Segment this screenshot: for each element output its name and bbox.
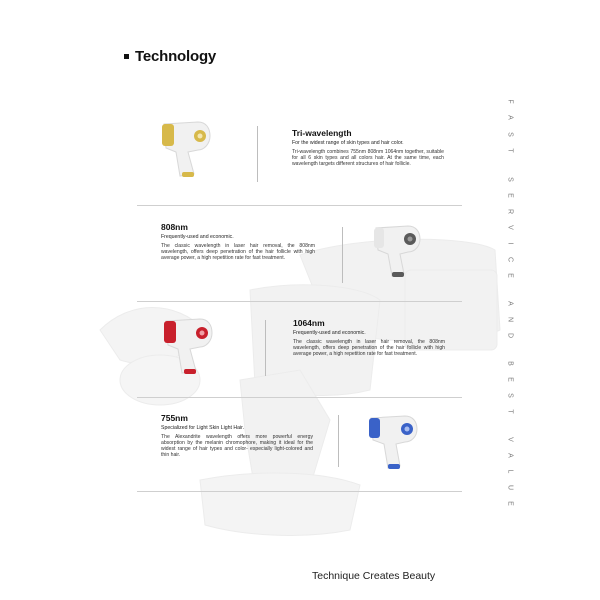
heading-text: Technology xyxy=(135,48,217,65)
section-heading xyxy=(124,48,216,65)
section-subtitle: Specialized for Light Skin Light Hair. xyxy=(161,425,245,431)
side-letter: S xyxy=(506,177,514,182)
side-letter: R xyxy=(506,208,514,215)
side-letter: T xyxy=(506,409,514,414)
gold-handpiece-icon xyxy=(158,118,216,180)
side-letter: N xyxy=(506,316,514,323)
divider xyxy=(137,397,462,398)
side-letter: I xyxy=(506,242,514,245)
footer-tagline: Technique Creates Beauty xyxy=(312,570,436,582)
section-1064nm xyxy=(293,318,445,357)
side-letter: U xyxy=(506,484,514,491)
vertical-divider xyxy=(257,126,258,182)
gray-handpiece-icon xyxy=(372,222,424,280)
section-subtitle: Frequently-used and economic. xyxy=(293,330,366,336)
red-handpiece-icon xyxy=(160,315,216,377)
side-letter: E xyxy=(506,273,514,278)
section-subtitle: For the widest range of skin types and hair color. xyxy=(292,140,404,146)
side-letter: C xyxy=(506,256,514,263)
bullet-square-icon xyxy=(124,54,129,59)
vertical-divider xyxy=(342,227,343,283)
side-letter: V xyxy=(506,437,514,442)
side-letter: T xyxy=(506,148,514,153)
section-description: The Alexandrite wavelength offers more powerful energy absorption by the melanin chromophore, making it ideal for the widest range of hair types and color- especially light-colored and thin hair. xyxy=(161,434,313,458)
divider xyxy=(137,491,462,492)
side-letter: D xyxy=(506,332,514,339)
section-subtitle: Frequently-used and economic. xyxy=(161,234,234,240)
divider xyxy=(137,301,462,302)
side-letter: E xyxy=(506,377,514,382)
section-title: Tri-wavelength xyxy=(292,128,352,138)
section-description: The classic wavelength in laser hair removal, the 808nm wavelength, offers deep penetration of the hair follicle with high average power, a high repetition rate for fast treatment. xyxy=(161,243,315,261)
side-letter: S xyxy=(506,393,514,398)
side-letter: B xyxy=(506,361,514,366)
section-description: Tri-wavelength combines 755nm 808nm 1064nm together, suitable for all 6 skin types and all colors hair. At the same time, each wavelength targets different structures of hair follicle. xyxy=(292,149,444,167)
side-letter: F xyxy=(506,99,514,104)
vertical-side-text xyxy=(505,98,515,508)
section-description: The classic wavelength in laser hair removal, the 808nm wavelength, offers deep penetration of the hair follicle with high average power, a high repetition rate for fast treatment. xyxy=(293,339,445,357)
vertical-divider xyxy=(338,415,339,467)
blue-handpiece-icon xyxy=(367,412,421,472)
section-title: 808nm xyxy=(161,222,188,232)
side-letter: L xyxy=(506,469,514,474)
divider xyxy=(137,205,462,206)
side-letter: S xyxy=(506,132,514,137)
section-title: 755nm xyxy=(161,413,188,423)
side-letter: A xyxy=(506,115,514,120)
section-755nm xyxy=(161,413,313,458)
side-letter: A xyxy=(506,453,514,458)
section-tri-wavelength xyxy=(292,128,444,167)
section-title: 1064nm xyxy=(293,318,325,328)
vertical-divider xyxy=(265,320,266,376)
side-letter: E xyxy=(506,501,514,506)
side-letter: V xyxy=(506,225,514,230)
side-letter: A xyxy=(506,301,514,306)
section-808nm xyxy=(161,222,315,261)
side-letter: E xyxy=(506,193,514,198)
